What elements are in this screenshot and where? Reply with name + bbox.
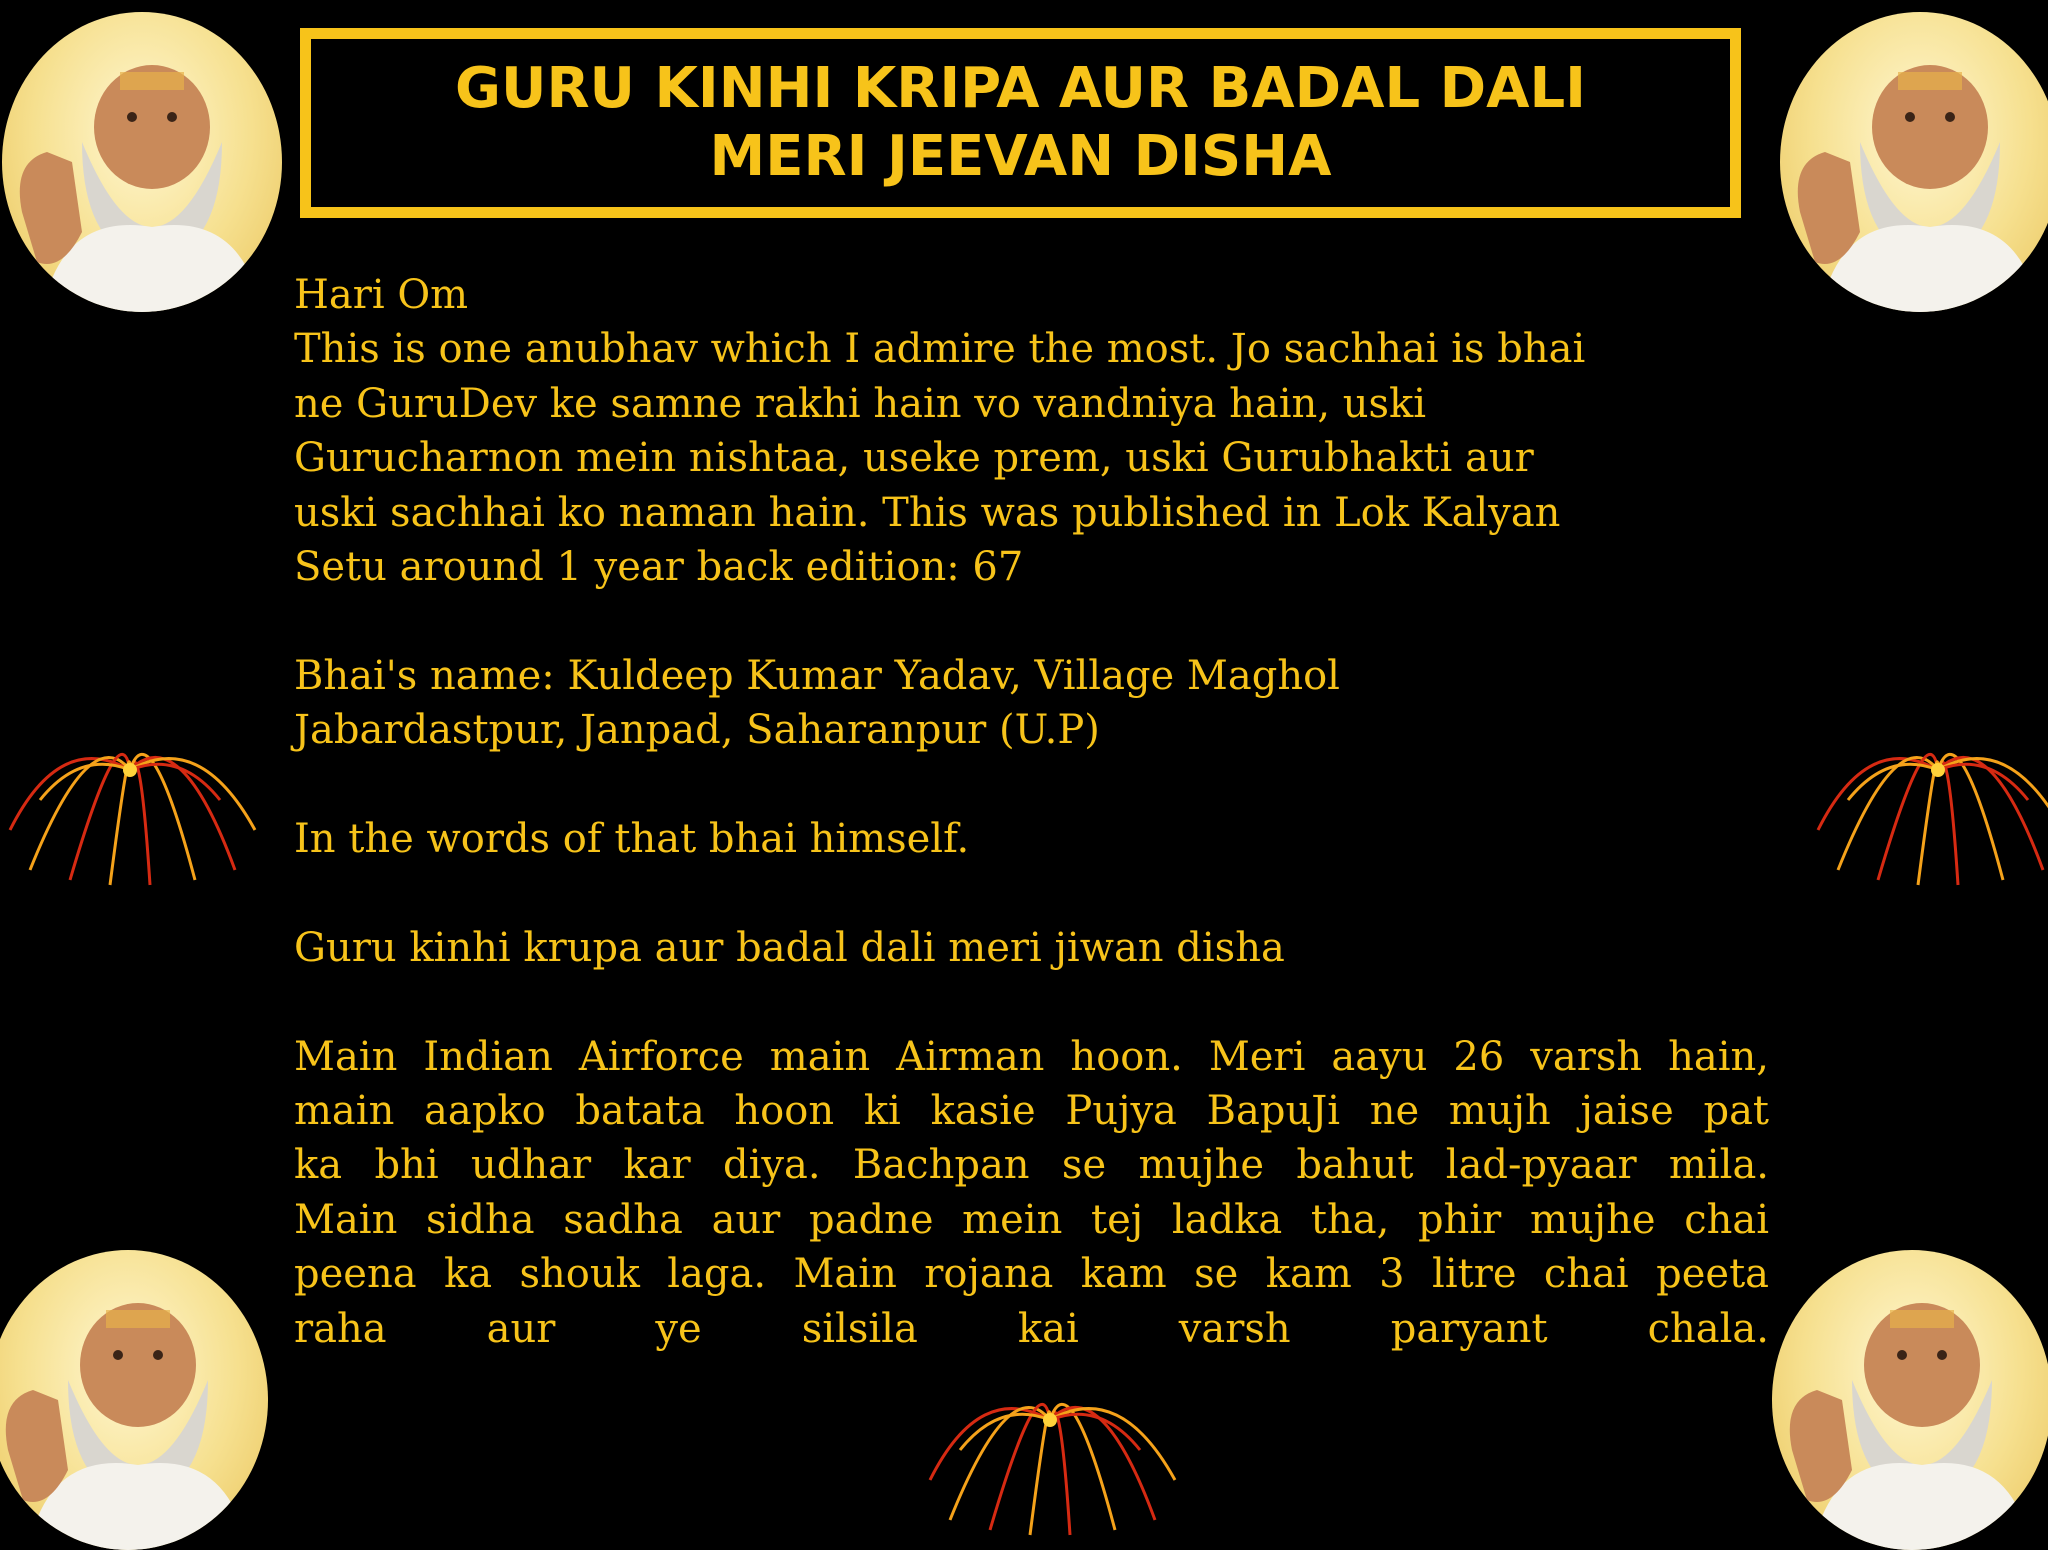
subtitle-paragraph	[294, 921, 1769, 975]
portrait-illustration	[1772, 1250, 2048, 1550]
story-line: peena ka shouk laga. Main rojana kam se kam 3 litre chai peeta	[294, 1251, 1769, 1298]
intro-line: Gurucharnon mein nishtaa, useke prem, uski Gurubhakti aur	[294, 435, 1534, 482]
portrait-top-right-image	[1780, 12, 2048, 312]
intro-line: Setu around 1 year back edition: 67	[294, 544, 1024, 591]
story-line: raha aur ye silsila kai varsh paryant chala.	[294, 1305, 1769, 1352]
bhai-line: Jabardastpur, Janpad, Saharanpur (U.P)	[294, 707, 1100, 754]
intro-paragraph	[294, 268, 1769, 594]
bhai-details-paragraph	[294, 649, 1769, 758]
story-line: Main sidha sadha aur padne mein tej ladka tha, phir mujhe chai	[294, 1196, 1769, 1243]
story-subtitle: Guru kinhi krupa aur badal dali meri jiwan disha	[294, 924, 1285, 971]
words-line: In the words of that bhai himself.	[294, 816, 970, 863]
story-line: Main Indian Airforce main Airman hoon. Meri aayu 26 varsh hain,	[294, 1033, 1769, 1080]
portrait-bottom-left-image	[0, 1250, 268, 1550]
portrait-illustration	[0, 1250, 268, 1550]
portrait-illustration	[2, 12, 282, 312]
story-paragraph	[294, 1030, 1769, 1356]
intro-line: ne GuruDev ke samne rakhi hain vo vandniya hain, uski	[294, 380, 1427, 427]
firework-right-icon	[1808, 700, 2048, 890]
bhai-line: Bhai's name: Kuldeep Kumar Yadav, Village Maghol	[294, 652, 1340, 699]
story-line: ka bhi udhar kar diya. Bachpan se mujhe bahut lad-pyaar mila.	[294, 1142, 1769, 1189]
firework-bottom-icon	[920, 1350, 1180, 1540]
portrait-bottom-right-image	[1772, 1250, 2048, 1550]
intro-line: uski sachhai ko naman hain. This was published in Lok Kalyan	[294, 489, 1561, 536]
portrait-top-left-image	[2, 12, 282, 312]
intro-line: This is one anubhav which I admire the most. Jo sachhai is bhai	[294, 326, 1586, 373]
title-line-1: GURU KINHI KRIPA AUR BADAL DALI	[455, 56, 1586, 121]
words-paragraph	[294, 812, 1769, 866]
intro-line: Hari Om	[294, 272, 469, 318]
portrait-illustration	[1780, 12, 2048, 312]
story-line: main aapko batata hoon ki kasie Pujya BapuJi ne mujh jaise pat	[294, 1088, 1769, 1135]
firework-left-icon	[0, 700, 260, 890]
title-line-2: MERI JEEVAN DISHA	[709, 124, 1332, 189]
page-title	[455, 55, 1586, 191]
title-box	[300, 28, 1741, 218]
main-content	[294, 268, 1769, 1356]
